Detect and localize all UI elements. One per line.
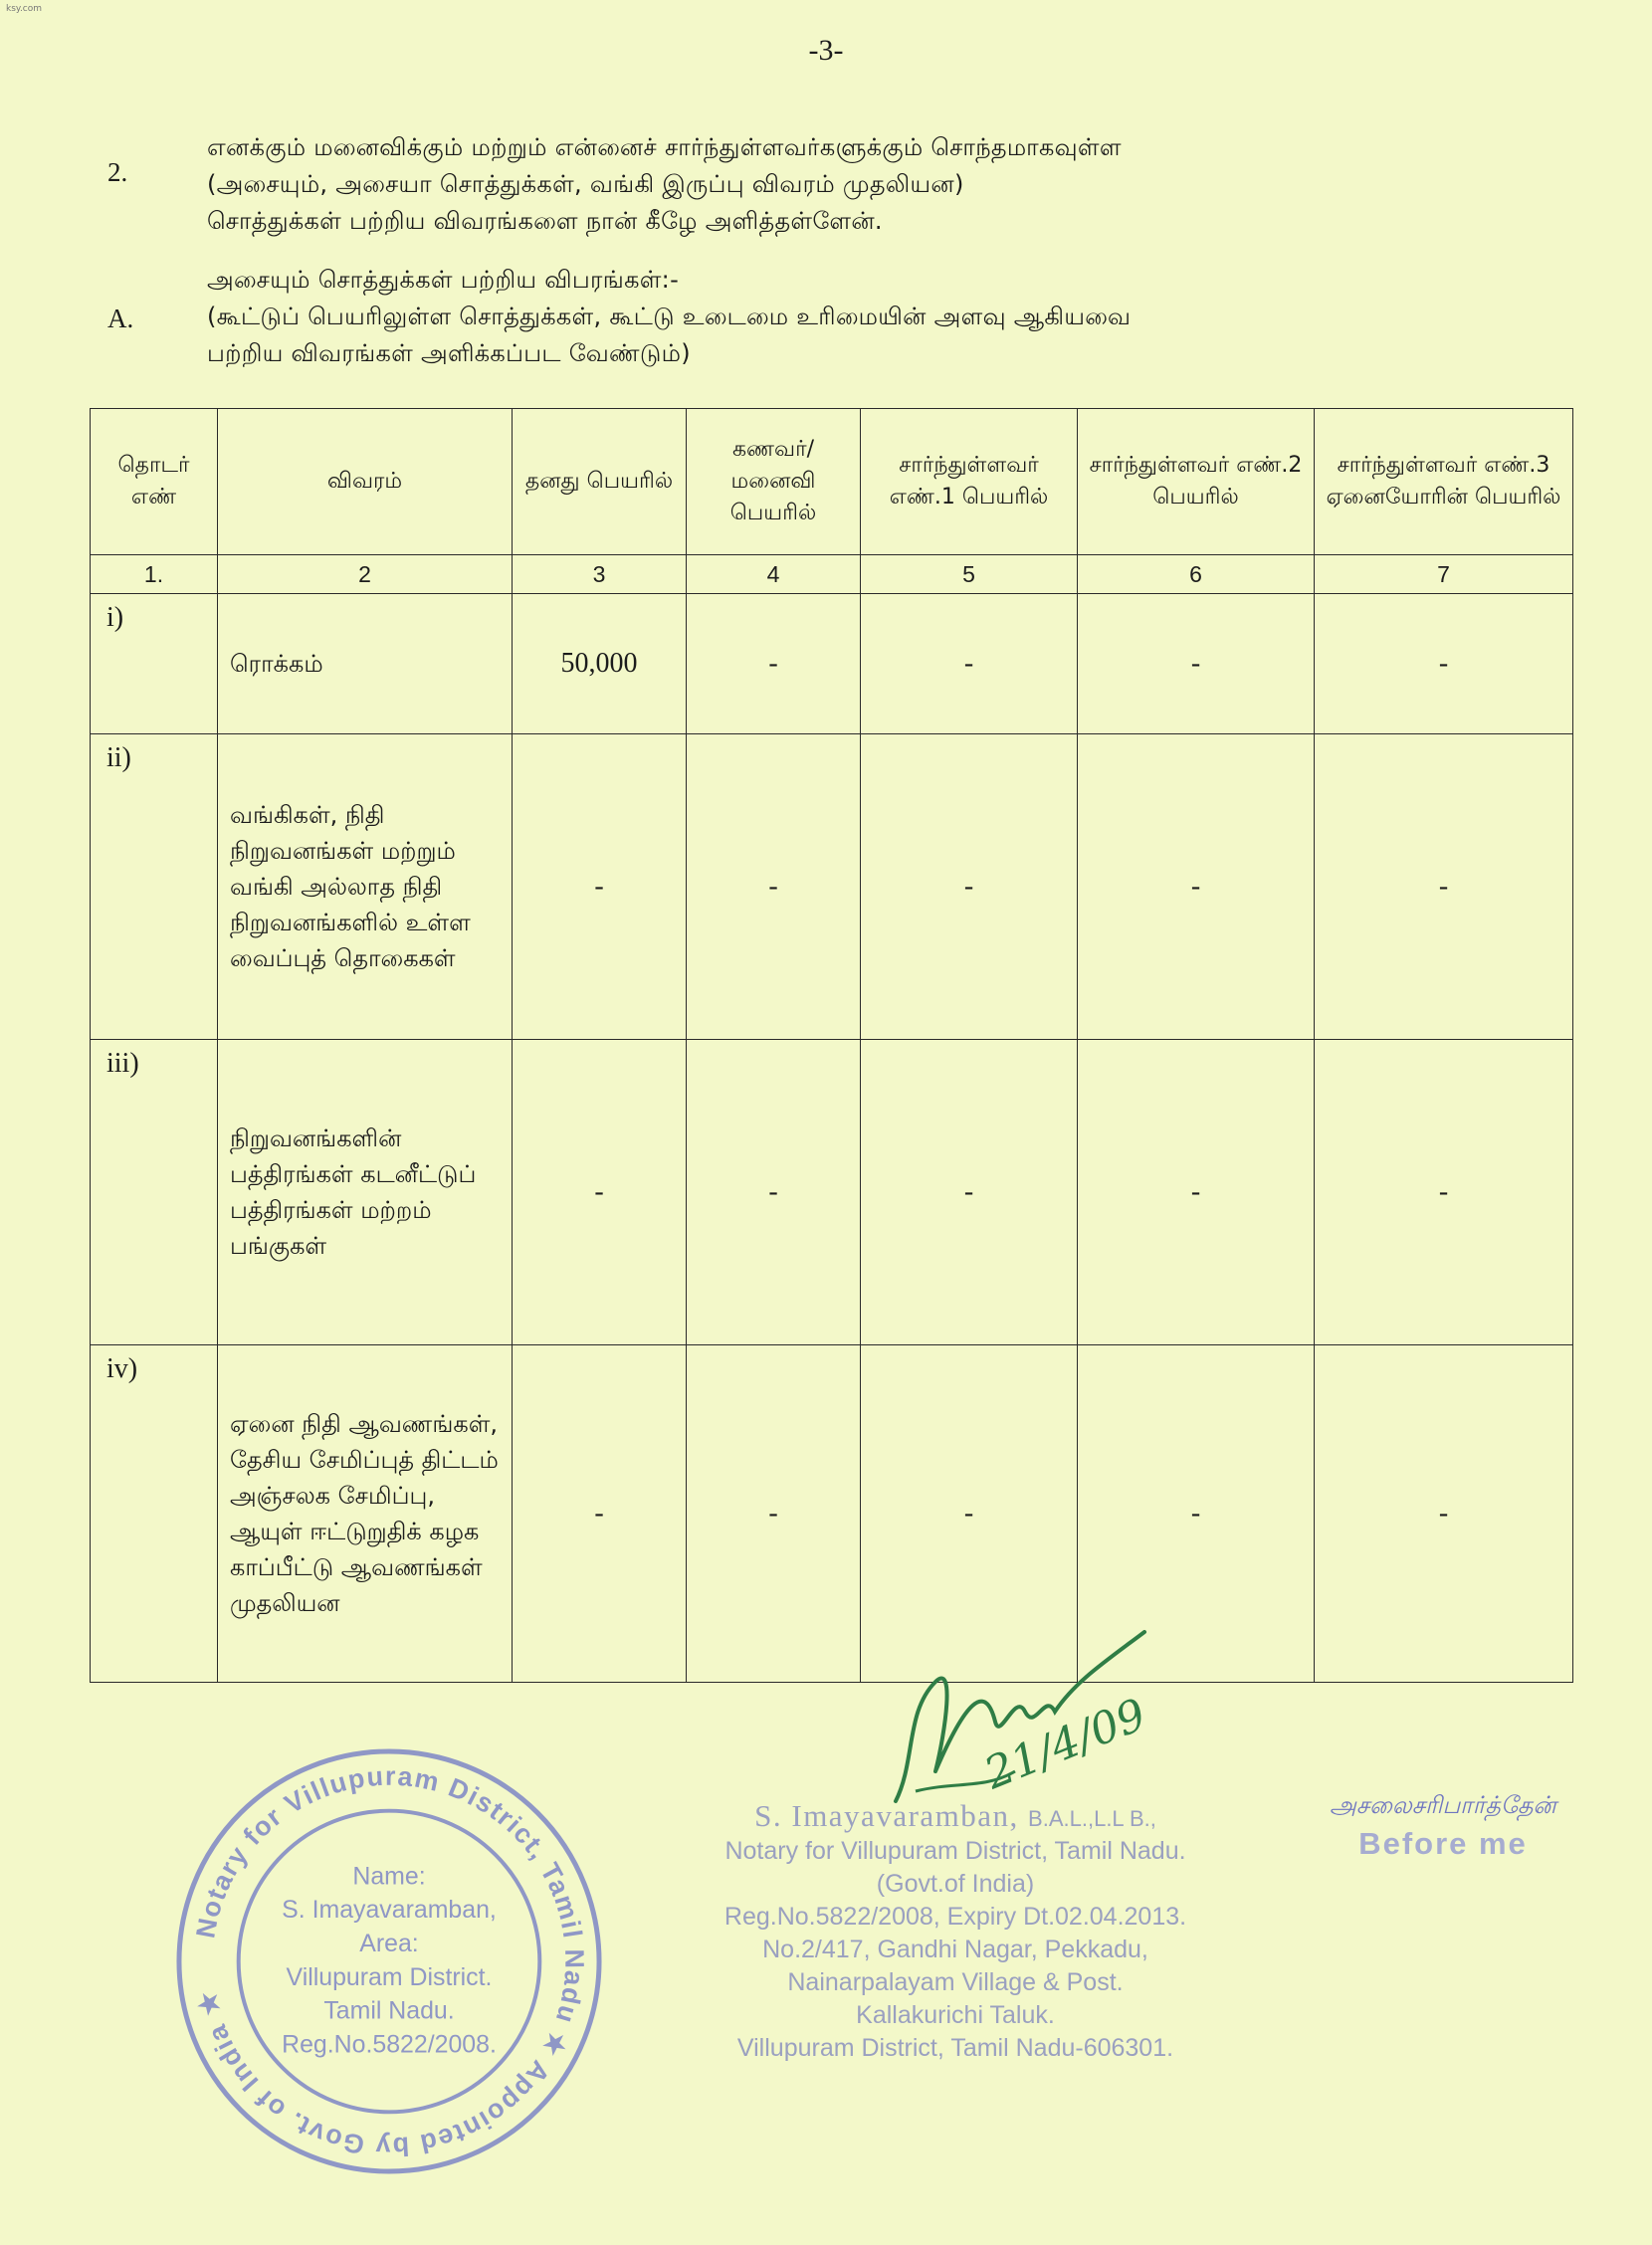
header-spouse: கணவர்/ மனைவி பெயரில் bbox=[687, 409, 861, 555]
header-dependent-3: சார்ந்துள்ளவர் எண்.3 ஏனையோரின் பெயரில் bbox=[1315, 409, 1573, 555]
header-dependent-2: சார்ந்துள்ளவர் எண்.2 பெயரில் bbox=[1078, 409, 1315, 555]
column-index: 7 bbox=[1315, 555, 1573, 594]
header-serial-number: தொடர் எண் bbox=[91, 409, 218, 555]
value-dependent-1: - bbox=[861, 1040, 1078, 1345]
notary-line: Reg.No.5822/2008, Expiry Dt.02.04.2013. bbox=[723, 1903, 1187, 1931]
row-serial: iv) bbox=[91, 1345, 218, 1683]
value-spouse: - bbox=[687, 734, 861, 1040]
notary-line: Nainarpalayam Village & Post. bbox=[787, 1968, 1124, 1996]
notary-name-line bbox=[637, 1799, 1274, 1835]
seal-line: Reg.No.5822/2008. bbox=[282, 2030, 497, 2059]
column-index: 6 bbox=[1078, 555, 1315, 594]
table-row bbox=[91, 594, 1573, 734]
row-serial: iii) bbox=[91, 1040, 218, 1345]
section-2-line: (அசையும், அசையா சொத்துக்கள், வங்கி இருப்பு விவரம் முதலியன) bbox=[207, 170, 964, 198]
notary-line: No.2/417, Gandhi Nagar, Pekkadu, bbox=[762, 1936, 1148, 1963]
attestation-handwritten: அசலைசரிபார்த்தேன் bbox=[1330, 1791, 1556, 1819]
signature-date: 21/4/09 bbox=[977, 1689, 1153, 1800]
value-spouse: - bbox=[687, 594, 861, 734]
notary-signature bbox=[876, 1622, 1174, 1821]
section-a-line: (கூட்டுப் பெயரிலுள்ள சொத்துக்கள், கூட்டு உடைமை உரிமையின் அளவு ஆகியவை bbox=[207, 303, 1132, 330]
value-dependent-3: - bbox=[1315, 734, 1573, 1040]
seal-line: Tamil Nadu. bbox=[323, 1996, 455, 2025]
header-self: தனது பெயரில் bbox=[513, 409, 687, 555]
value-dependent-3: - bbox=[1315, 1345, 1573, 1683]
column-index: 2 bbox=[218, 555, 513, 594]
value-self: - bbox=[513, 1040, 687, 1345]
section-a-line: பற்றிய விவரங்கள் அளிக்கப்பட வேண்டும்) bbox=[207, 339, 691, 367]
value-self: - bbox=[513, 1345, 687, 1683]
header-dependent-1: சார்ந்துள்ளவர் எண்.1 பெயரில் bbox=[861, 409, 1078, 555]
notary-line: Notary for Villupuram District, Tamil Nadu. bbox=[724, 1837, 1186, 1865]
section-a-text bbox=[207, 262, 1131, 372]
column-index: 5 bbox=[861, 555, 1078, 594]
row-description: வங்கிகள், நிதி நிறுவனங்கள் மற்றும் வங்கி அல்லாத நிதி நிறுவனங்களில் உள்ள வைப்புத் தொகைகள் bbox=[218, 734, 513, 1040]
table-row bbox=[91, 1345, 1573, 1683]
table-header-row bbox=[91, 409, 1573, 555]
seal-line: Villupuram District. bbox=[286, 1962, 493, 1991]
table-row bbox=[91, 1040, 1573, 1345]
value-dependent-3: - bbox=[1315, 1040, 1573, 1345]
scan-watermark: ksy.com bbox=[6, 4, 43, 14]
value-self: - bbox=[513, 734, 687, 1040]
seal-line: S. Imayavaramban, bbox=[282, 1896, 497, 1925]
column-index: 1. bbox=[91, 555, 218, 594]
table-index-row bbox=[91, 555, 1573, 594]
value-spouse: - bbox=[687, 1345, 861, 1683]
value-dependent-2: - bbox=[1078, 734, 1315, 1040]
table-row bbox=[91, 734, 1573, 1040]
section-2-text bbox=[207, 129, 1122, 240]
section-2-number: 2. bbox=[107, 157, 128, 187]
column-index: 4 bbox=[687, 555, 861, 594]
value-dependent-3: - bbox=[1315, 594, 1573, 734]
header-description: விவரம் bbox=[218, 409, 513, 555]
section-a-heading: அசையும் சொத்துக்கள் பற்றிய விபரங்கள்:- bbox=[207, 266, 680, 294]
value-dependent-2: - bbox=[1078, 594, 1315, 734]
notary-stamp bbox=[637, 1799, 1274, 2065]
column-index: 3 bbox=[513, 555, 687, 594]
seal-ring-text: Notary for Villupuram District, Tamil Nadu ★ Appointed by Govt. of India ★ bbox=[190, 1760, 590, 2162]
page-number: -3- bbox=[808, 34, 844, 67]
value-spouse: - bbox=[687, 1040, 861, 1345]
value-dependent-1: - bbox=[861, 594, 1078, 734]
row-serial: ii) bbox=[91, 734, 218, 1040]
row-description: ஏனை நிதி ஆவணங்கள், தேசிய சேமிப்புத் திட்டம் அஞ்சலக சேமிப்பு, ஆயுள் ஈட்டுறுதிக் கழக காப்பீட்டு ஆவணங்கள் முதலியன bbox=[218, 1345, 513, 1683]
before-me-stamp: Before me bbox=[1358, 1826, 1528, 1861]
section-a-number: A. bbox=[107, 304, 134, 333]
row-description: நிறுவனங்களின் பத்திரங்கள் கடனீட்டுப் பத்திரங்கள் மற்றம் பங்குகள் bbox=[218, 1040, 513, 1345]
row-description: ரொக்கம் bbox=[218, 594, 513, 734]
movable-assets-table bbox=[90, 408, 1573, 1683]
notary-line: (Govt.of India) bbox=[876, 1870, 1035, 1898]
seal-line: Name: bbox=[352, 1862, 426, 1891]
section-2-line: சொத்துக்கள் பற்றிய விவரங்களை நான் கீழே அளித்தள்ளேன். bbox=[207, 207, 883, 235]
notary-name: S. Imayavaramban, bbox=[754, 1798, 1019, 1833]
attestation bbox=[1314, 1791, 1572, 1862]
seal-line: Area: bbox=[359, 1930, 419, 1958]
value-dependent-2: - bbox=[1078, 1345, 1315, 1683]
notary-line: Kallakurichi Taluk. bbox=[856, 2001, 1055, 2029]
row-serial: i) bbox=[91, 594, 218, 734]
value-dependent-1: - bbox=[861, 1345, 1078, 1683]
value-self: 50,000 bbox=[513, 594, 687, 734]
svg-text:Notary for Villupuram District bbox=[190, 1761, 589, 2162]
section-2-line: எனக்கும் மனைவிக்கும் மற்றும் என்னைச் சார்ந்துள்ளவர்களுக்கும் சொந்தமாகவுள்ள bbox=[207, 133, 1122, 161]
value-dependent-2: - bbox=[1078, 1040, 1315, 1345]
notary-seal bbox=[171, 1743, 607, 2179]
notary-line: Villupuram District, Tamil Nadu-606301. bbox=[736, 2034, 1174, 2062]
value-dependent-1: - bbox=[861, 734, 1078, 1040]
notary-qualification: B.A.L.,L.L B., bbox=[1028, 1806, 1156, 1831]
